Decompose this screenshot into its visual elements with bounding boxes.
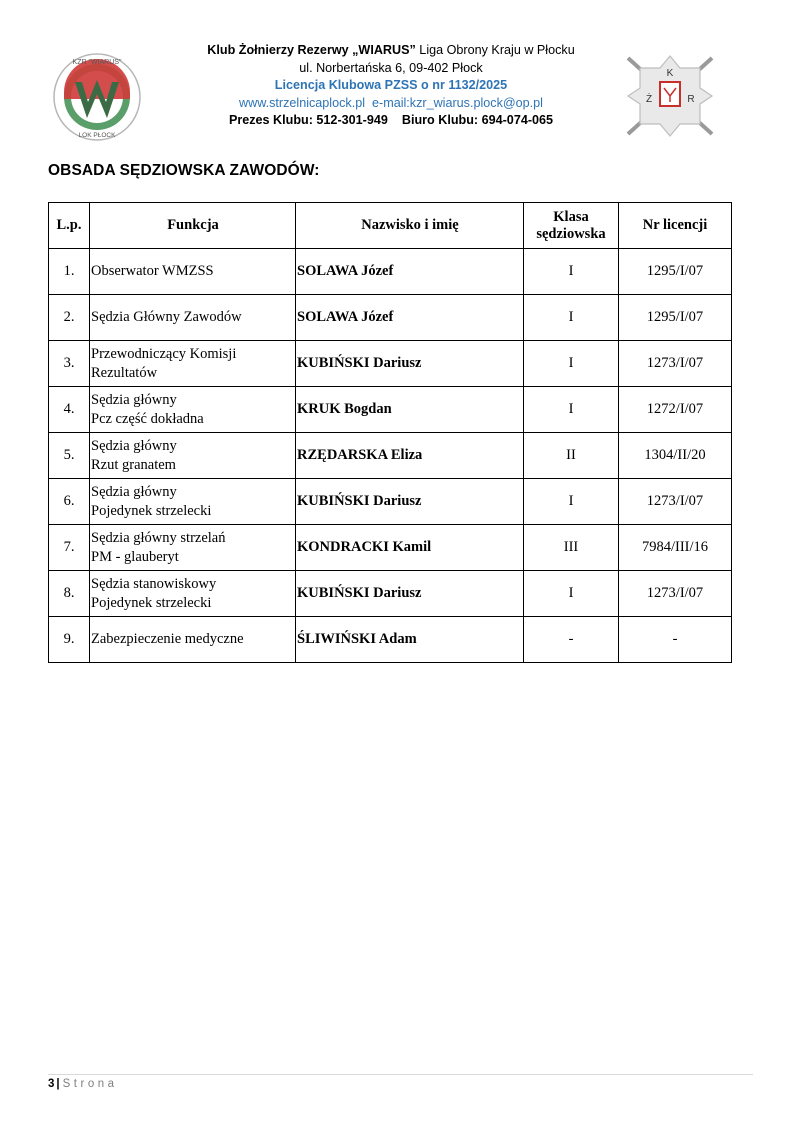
row-lp: 9. (49, 617, 90, 663)
row-license: 7984/III/16 (619, 525, 732, 571)
function-line1: Przewodniczący Komisji (91, 345, 237, 362)
row-class: - (524, 617, 619, 663)
row-name: SOLAWA Józef (296, 295, 524, 341)
page-number: 3 (48, 1078, 55, 1090)
row-license: 1272/I/07 (619, 387, 732, 433)
header-class-line2: sędziowska (536, 225, 606, 242)
email-link[interactable]: e-mail:kzr_wiarus.plock@op.pl (372, 95, 543, 110)
function-line1: Obserwator WMZSS (91, 263, 214, 279)
row-name: KUBIŃSKI Dariusz (296, 571, 524, 617)
row-name: ŚLIWIŃSKI Adam (296, 617, 524, 663)
row-license: 1273/I/07 (619, 479, 732, 525)
function-line2: Pcz część dokładna (91, 410, 204, 427)
row-name: KUBIŃSKI Dariusz (296, 479, 524, 525)
row-lp: 2. (49, 295, 90, 341)
club-license: Licencja Klubowa PZSS o nr 1132/2025 (274, 78, 508, 92)
row-name: KRUK Bogdan (296, 387, 524, 433)
table-row (49, 387, 732, 433)
function-line2: PM - glauberyt (91, 548, 179, 565)
page-word: Strona (62, 1078, 118, 1090)
header-class-line1: Klasa (553, 208, 589, 225)
row-class: I (524, 479, 619, 525)
footer-divider (48, 1074, 753, 1075)
footer-separator: | (56, 1078, 60, 1090)
table-row (49, 479, 732, 525)
website-link[interactable]: www.strzelnicaplock.pl (239, 95, 365, 110)
letterhead (160, 42, 622, 130)
row-lp: 4. (49, 387, 90, 433)
function-line1: Zabezpieczenie medyczne (91, 631, 244, 647)
header-license: Nr licencji (619, 203, 732, 249)
row-function (90, 341, 296, 387)
emblem-letter-r: R (687, 94, 695, 105)
row-lp: 7. (49, 525, 90, 571)
logo-top-text: KZR "WIARUS" (72, 59, 122, 66)
function-line1: Sędzia główny (91, 483, 177, 500)
row-name: RZĘDARSKA Eliza (296, 433, 524, 479)
row-function (90, 249, 296, 295)
row-class: II (524, 433, 619, 479)
function-line1: Sędzia główny (91, 437, 177, 454)
club-name-line (160, 42, 622, 60)
row-function (90, 571, 296, 617)
row-license: - (619, 617, 732, 663)
row-lp: 1. (49, 249, 90, 295)
table-row (49, 433, 732, 479)
kzr-wiarus-logo (52, 52, 142, 142)
section-title: OBSADA SĘDZIOWSKA ZAWODÓW: (48, 162, 320, 179)
row-function (90, 433, 296, 479)
function-line2: Pojedynek strzelecki (91, 502, 212, 519)
office-phone: Biuro Klubu: 694-074-065 (401, 113, 554, 127)
row-lp: 8. (49, 571, 90, 617)
header-lp: L.p. (49, 203, 90, 249)
page-footer (48, 1078, 118, 1090)
emblem-letter-z: Ż (645, 94, 653, 105)
row-function (90, 525, 296, 571)
header-class (524, 203, 619, 249)
function-line2: Pojedynek strzelecki (91, 594, 212, 611)
row-class: III (524, 525, 619, 571)
row-function (90, 617, 296, 663)
row-name: SOLAWA Józef (296, 249, 524, 295)
club-name: Klub Żołnierzy Rezerwy „WIARUS” (207, 43, 416, 57)
row-class: I (524, 295, 619, 341)
table-row (49, 249, 732, 295)
row-name: KONDRACKI Kamil (296, 525, 524, 571)
row-function (90, 387, 296, 433)
table-row (49, 295, 732, 341)
club-affiliation: Liga Obrony Kraju w Płocku (415, 43, 575, 57)
table-header-row (49, 203, 732, 249)
table-row (49, 571, 732, 617)
function-line2: Rzut granatem (91, 456, 176, 473)
emblem-letter-k: K (666, 68, 674, 79)
row-lp: 3. (49, 341, 90, 387)
function-line1: Sędzia stanowiskowy (91, 575, 217, 592)
row-function (90, 479, 296, 525)
row-lp: 5. (49, 433, 90, 479)
officials-table (48, 202, 732, 663)
club-address: ul. Norbertańska 6, 09-402 Płock (299, 60, 483, 75)
row-function (90, 295, 296, 341)
function-line2: Rezultatów (91, 364, 158, 381)
president-phone: Prezes Klubu: 512-301-949 (228, 113, 388, 127)
logo-bottom-text: LOK PŁOCK (78, 132, 116, 139)
row-license: 1273/I/07 (619, 571, 732, 617)
kzr-emblem-logo (622, 52, 718, 140)
row-license: 1295/I/07 (619, 249, 732, 295)
row-license: 1304/II/20 (619, 433, 732, 479)
row-class: I (524, 341, 619, 387)
row-lp: 6. (49, 479, 90, 525)
function-line1: Sędzia główny strzelań (91, 529, 226, 546)
header-name: Nazwisko i imię (296, 203, 524, 249)
row-license: 1273/I/07 (619, 341, 732, 387)
header-function: Funkcja (90, 203, 296, 249)
row-class: I (524, 249, 619, 295)
table-row (49, 525, 732, 571)
function-line1: Sędzia Główny Zawodów (91, 309, 242, 325)
row-license: 1295/I/07 (619, 295, 732, 341)
table-row (49, 617, 732, 663)
row-class: I (524, 571, 619, 617)
row-class: I (524, 387, 619, 433)
table-row (49, 341, 732, 387)
row-name: KUBIŃSKI Dariusz (296, 341, 524, 387)
function-line1: Sędzia główny (91, 391, 177, 408)
